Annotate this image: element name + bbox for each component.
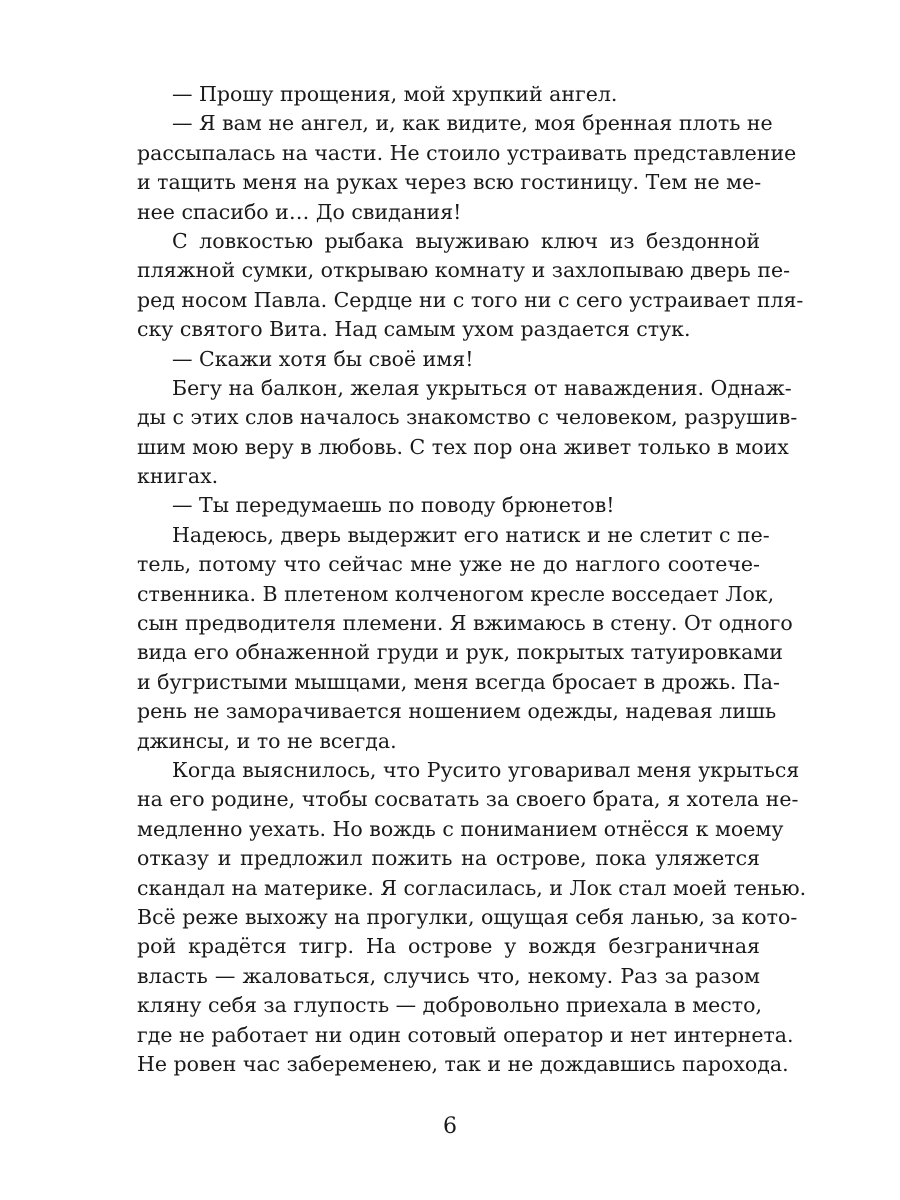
- paragraph-1: [137, 80, 760, 109]
- text-line: Надеюсь, дверь выдержит его натиск и не слетит с пе-: [172, 522, 770, 547]
- text-line: пляжной сумки, открываю комнату и захлопываю дверь пе-: [137, 258, 791, 283]
- text-line: ственника. В плетеном колченогом кресле восседает Лок,: [137, 581, 775, 606]
- text-line: рассыпалась на части. Не стоило устраивать представление: [137, 140, 797, 165]
- text-line: где не работает ни один сотовый оператор и нет интернета.: [137, 1022, 794, 1047]
- text-line: скандал на материке. Я согласилась, и Лок стал моей тенью.: [137, 875, 807, 900]
- text-line: сын предводителя племени. Я вжимаюсь в стену. От одного: [137, 611, 793, 636]
- paragraph-7: [137, 521, 793, 756]
- text-line: кляну себя за глупость — добровольно приехала в место,: [137, 993, 762, 1018]
- text-line: Не ровен час забеременею, так и не дождавшись парохода.: [137, 1051, 789, 1076]
- text-line: и бугристыми мышцами, меня всегда бросает в дрожь. Па-: [137, 669, 780, 694]
- paragraph-2: [137, 109, 797, 227]
- paragraph-8: [137, 756, 807, 1079]
- text-line: ску святого Вита. Над самым ухом раздается стук.: [137, 317, 691, 342]
- text-line: на его родине, чтобы сосватать за своего брата, я хотела не-: [137, 787, 799, 812]
- text-line: отказу и предложил пожить на острове, пока уляжется: [137, 846, 760, 871]
- text-line: — Я вам не ангел, и, как видите, моя бренная плоть не: [172, 111, 773, 136]
- text-line: власть — жаловаться, случись что, некому. Раз за разом: [137, 963, 760, 988]
- paragraph-6: [137, 491, 760, 520]
- paragraph-5: [137, 374, 798, 492]
- text-line: шим мою веру в любовь. С тех пор она живет только в моих: [137, 434, 789, 459]
- text-line: ды с этих слов началось знакомство с человеком, разрушив-: [137, 405, 798, 430]
- paragraph-4: [137, 345, 760, 374]
- page-number: 6: [443, 1114, 457, 1139]
- text-line: медленно уехать. Но вождь с пониманием отнёсся к моему: [137, 816, 784, 841]
- text-line: джинсы, и то не всегда.: [137, 728, 397, 753]
- text-line: Бегу на балкон, желая укрыться от наваждения. Однаж-: [172, 375, 792, 400]
- text-line: нее спасибо и… До свидания!: [137, 199, 462, 224]
- text-line: ред носом Павла. Сердце ни с того ни с сего устраивает пля-: [137, 287, 804, 312]
- paragraph-3: [137, 227, 804, 345]
- text-line: — Прошу прощения, мой хрупкий ангел.: [172, 82, 618, 106]
- text-line: и тащить меня на руках через всю гостиницу. Тем не ме-: [137, 170, 762, 195]
- text-line: Всё реже выхожу на прогулки, ощущая себя ланью, за кото-: [137, 904, 798, 929]
- text-line: вида его обнаженной груди и рук, покрытых татуировками: [137, 640, 783, 665]
- text-line: тель, потому что сейчас мне уже не до наглого соотече-: [137, 552, 760, 577]
- text-line: рень не заморачивается ношением одежды, надевая лишь: [137, 699, 777, 724]
- text-line: книгах.: [137, 464, 219, 489]
- text-line: — Скажи хотя бы своё имя!: [172, 346, 474, 371]
- page-body: [137, 80, 807, 1079]
- text-line: Когда выяснилось, что Русито уговаривал меня укрыться: [172, 757, 800, 782]
- text-line: рой крадётся тигр. На острове у вождя безграничная: [137, 934, 760, 959]
- text-line: — Ты передумаешь по поводу брюнетов!: [172, 493, 615, 518]
- text-line: С ловкостью рыбака выуживаю ключ из бездонной: [172, 228, 760, 253]
